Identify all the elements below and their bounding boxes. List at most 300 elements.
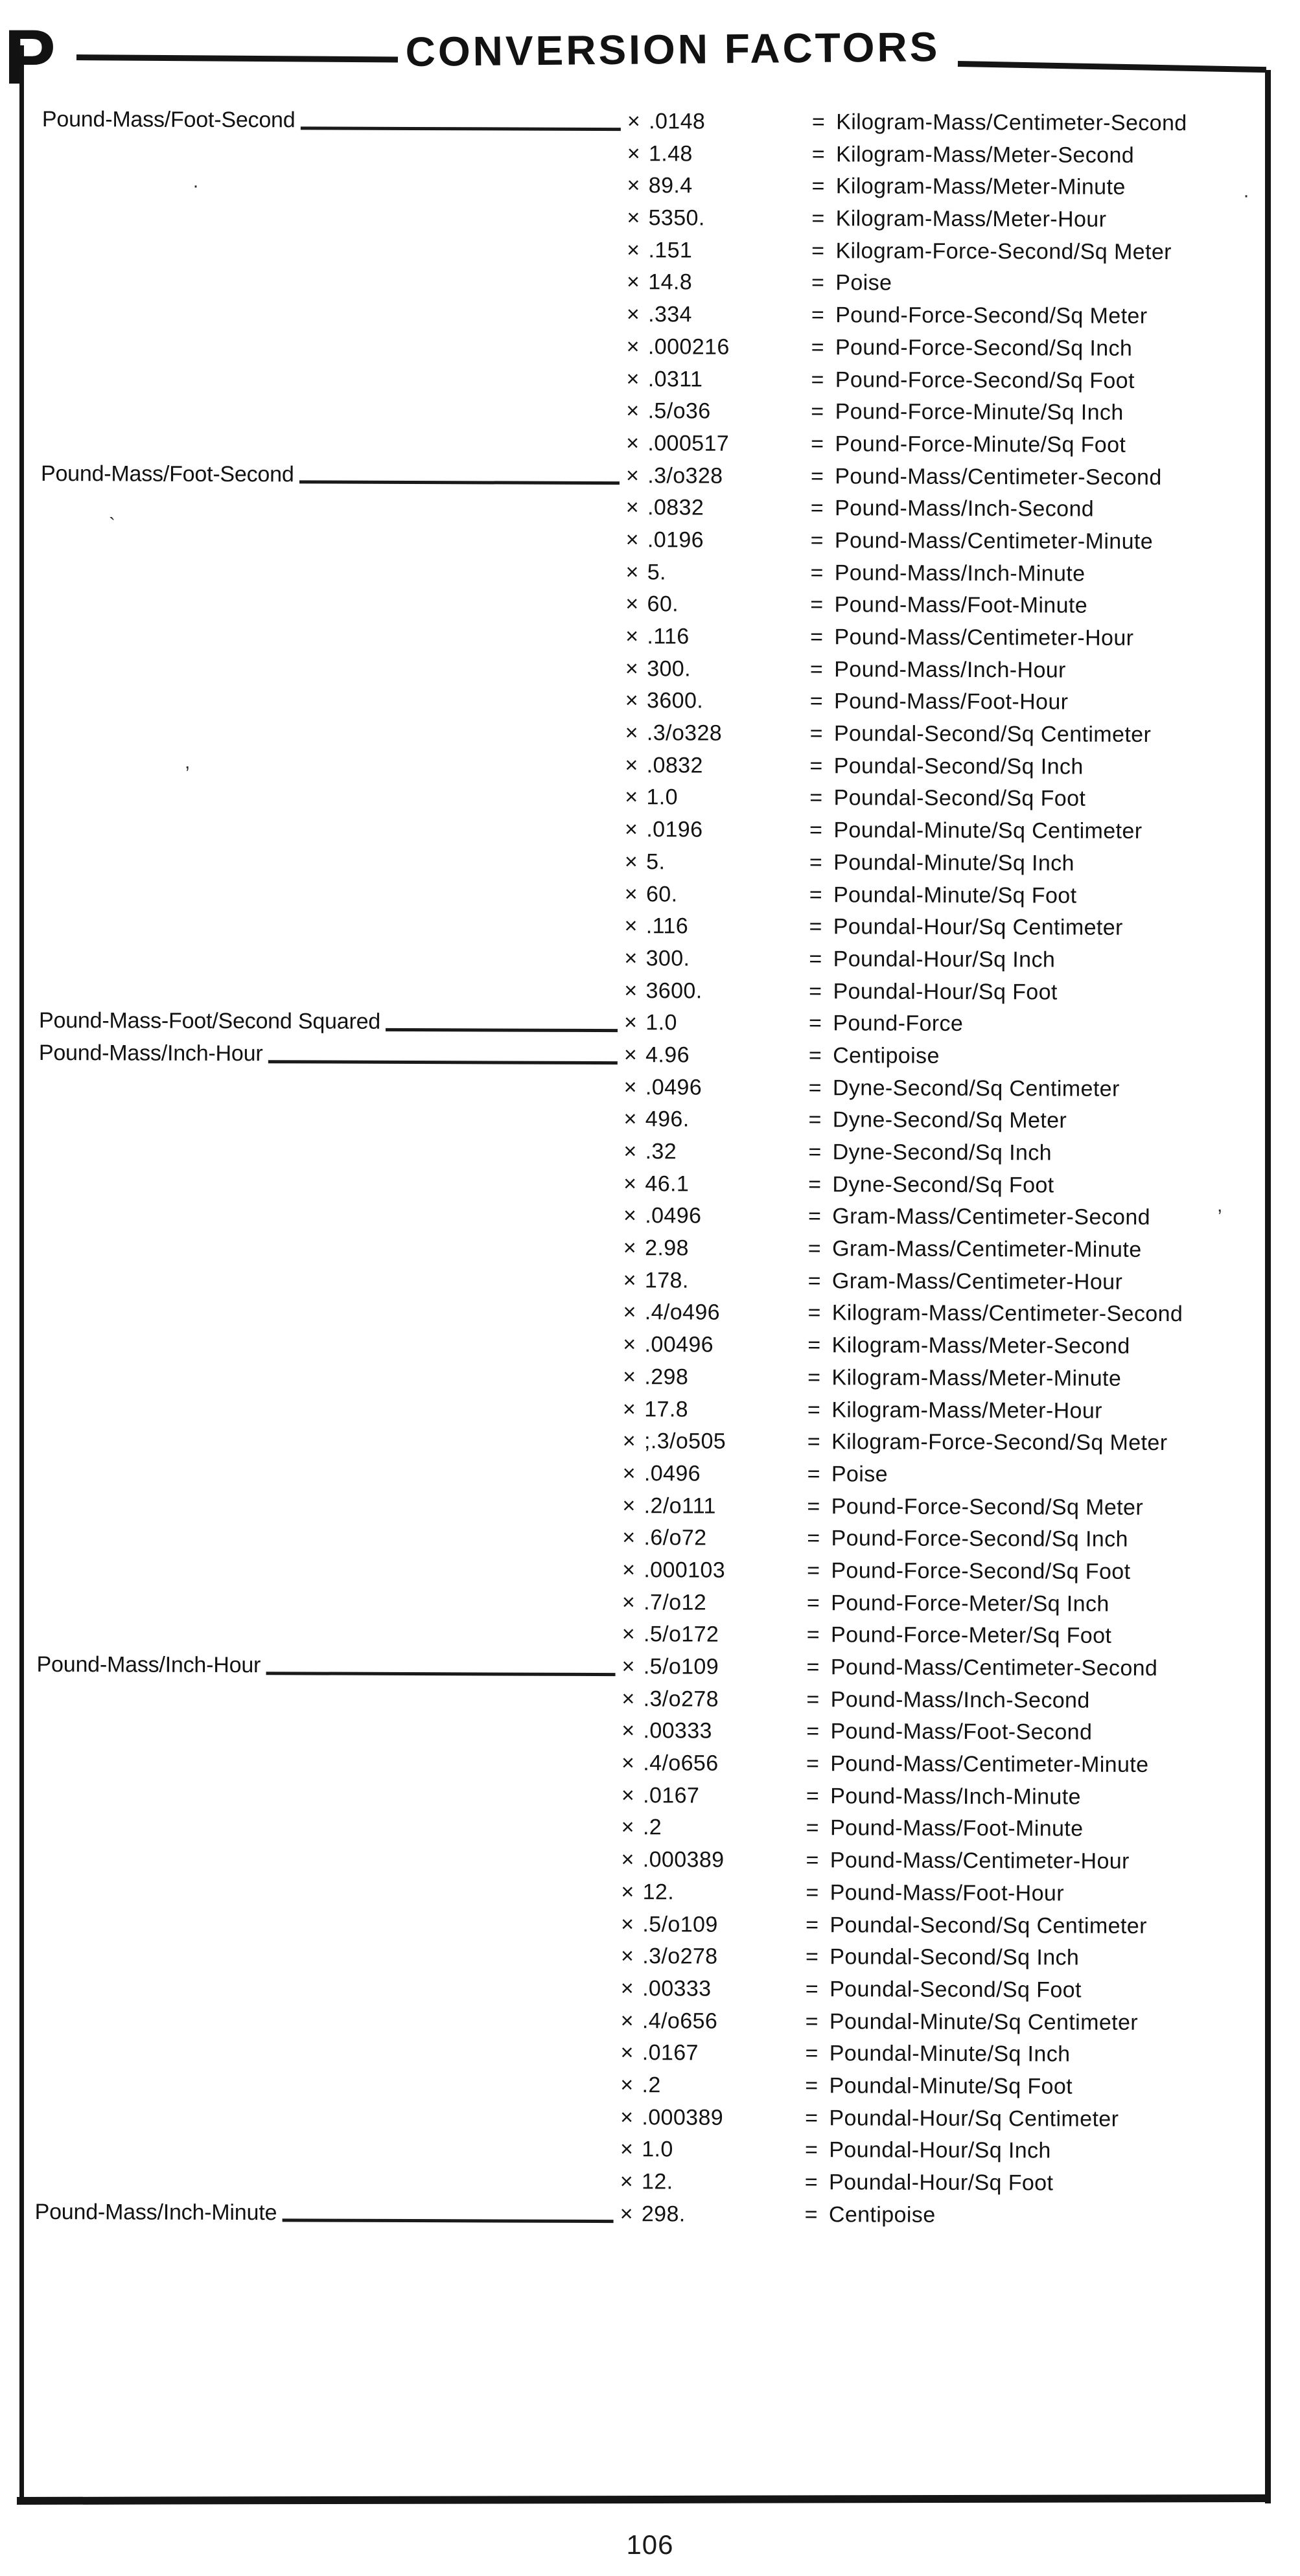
target-unit-label: Pound-Mass/Inch-Minute xyxy=(834,560,1085,586)
multiply-symbol: × xyxy=(625,752,638,777)
equals-symbol: = xyxy=(809,978,822,1004)
equals-symbol: = xyxy=(809,721,823,746)
conversion-row xyxy=(38,1195,1253,1234)
target-unit-label: Poundal-Minute/Sq Centimeter xyxy=(829,2008,1139,2035)
multiply-symbol: × xyxy=(625,817,638,842)
conversion-row xyxy=(38,1391,1253,1427)
equals-symbol: = xyxy=(811,174,825,199)
equals-symbol: = xyxy=(807,1558,820,1583)
target-unit-label: Gram-Mass/Centimeter-Second xyxy=(832,1204,1151,1230)
scan-speck: ` xyxy=(109,514,115,536)
target-unit-label: Kilogram-Mass/Centimeter-Second xyxy=(836,109,1187,136)
target-unit-label: Centipoise xyxy=(828,2202,936,2227)
source-unit-label: Pound-Mass/Inch-Minute xyxy=(34,2199,277,2225)
factor-value: 178. xyxy=(644,1268,689,1293)
factor-value: 496. xyxy=(645,1107,690,1132)
equals-symbol: = xyxy=(807,1300,821,1326)
title-rule-left xyxy=(76,54,398,62)
equals-symbol: = xyxy=(805,2041,818,2066)
target-unit-label: Pound-Mass/Inch-Minute xyxy=(830,1784,1081,1810)
equals-symbol: = xyxy=(805,2073,818,2099)
target-unit-label: Poundal-Hour/Sq Foot xyxy=(829,2170,1054,2196)
target-unit-label: Poise xyxy=(835,270,892,296)
equals-symbol: = xyxy=(808,1011,822,1036)
conversion-row xyxy=(39,908,1254,945)
factor-value: .000389 xyxy=(642,2104,724,2130)
equals-symbol: = xyxy=(807,1429,821,1455)
factor-value: 300. xyxy=(645,946,690,971)
factor-value: 5350. xyxy=(648,205,705,231)
multiply-symbol: × xyxy=(624,946,638,971)
target-unit-label: Pound-Mass/Foot-Hour xyxy=(830,1880,1065,1906)
conversion-row xyxy=(40,683,1255,719)
page-title: CONVERSION FACTORS xyxy=(405,23,940,75)
conversion-row xyxy=(40,748,1255,784)
target-unit-label: Poundal-Minute/Sq Inch xyxy=(829,2041,1071,2067)
target-unit-label: Poundal-Second/Sq Centimeter xyxy=(830,1912,1147,1938)
target-unit-label: Pound-Mass/Inch-Hour xyxy=(834,656,1066,683)
equals-symbol: = xyxy=(811,109,826,135)
multiply-symbol: × xyxy=(624,849,638,875)
factor-value: 5. xyxy=(646,849,666,875)
target-unit-label: Pound-Force-Second/Sq Meter xyxy=(831,1493,1144,1520)
target-unit-label: Poundal-Second/Sq Inch xyxy=(833,753,1084,779)
target-unit-label: Poundal-Hour/Sq Inch xyxy=(829,2137,1051,2163)
factor-value: 89.4 xyxy=(648,173,693,198)
conversion-row xyxy=(35,2196,1250,2233)
multiply-symbol: × xyxy=(622,1461,636,1486)
multiply-symbol: × xyxy=(627,141,641,166)
conversion-row xyxy=(40,555,1255,591)
source-unit-label: Pound-Mass/Inch-Hour xyxy=(36,1651,261,1678)
multiply-symbol: × xyxy=(625,463,640,488)
conversion-row xyxy=(38,1263,1253,1299)
target-unit-label: Poundal-Second/Sq Centimeter xyxy=(833,721,1152,748)
multiply-symbol: × xyxy=(620,2169,634,2194)
multiply-symbol: × xyxy=(624,914,638,939)
factor-value: .2 xyxy=(642,2073,661,2098)
target-unit-label: Poundal-Second/Sq Foot xyxy=(830,1977,1082,2003)
multiply-symbol: × xyxy=(627,109,641,134)
section-letter-tab: P xyxy=(4,14,54,100)
conversion-row xyxy=(35,2100,1250,2136)
target-unit-label: Dyne-Second/Sq Meter xyxy=(832,1107,1067,1133)
conversion-row xyxy=(39,1037,1254,1074)
factor-value: 12. xyxy=(642,2169,673,2194)
factor-value: .6/o72 xyxy=(644,1525,707,1550)
equals-symbol: = xyxy=(805,2105,818,2130)
equals-symbol: = xyxy=(811,238,825,263)
conversion-row xyxy=(38,1166,1253,1202)
target-unit-label: Dyne-Second/Sq Centimeter xyxy=(832,1075,1120,1101)
page-border-right xyxy=(1265,70,1271,2503)
equals-symbol: = xyxy=(808,1107,822,1133)
conversion-row xyxy=(39,941,1254,977)
source-unit-label: Pound-Mass/Inch-Hour xyxy=(38,1040,263,1066)
multiply-symbol: × xyxy=(624,978,638,1003)
conversion-row xyxy=(41,522,1256,558)
equals-symbol: = xyxy=(807,1397,821,1422)
factor-value: 4.96 xyxy=(645,1042,690,1068)
conversion-row xyxy=(37,1520,1252,1556)
equals-symbol: = xyxy=(807,1493,820,1519)
factor-value: .32 xyxy=(645,1139,677,1164)
conversion-row xyxy=(41,490,1256,526)
factor-value: .151 xyxy=(648,238,693,263)
target-unit-label: Pound-Force xyxy=(833,1011,964,1037)
factor-value: .000517 xyxy=(647,431,730,456)
equals-symbol: = xyxy=(808,1075,822,1100)
multiply-symbol: × xyxy=(625,785,638,810)
conversion-row xyxy=(40,651,1255,687)
equals-symbol: = xyxy=(806,1815,820,1841)
conversion-row xyxy=(41,458,1256,494)
target-unit-label: Kilogram-Mass/Meter-Hour xyxy=(831,1397,1102,1423)
conversion-row xyxy=(40,779,1255,816)
equals-symbol: = xyxy=(809,753,823,778)
equals-symbol: = xyxy=(804,2137,818,2163)
multiply-symbol: × xyxy=(620,2201,633,2226)
equals-symbol: = xyxy=(811,431,824,457)
factor-value: .5/o109 xyxy=(642,1911,718,1937)
multiply-symbol: × xyxy=(621,1879,634,1905)
multiply-symbol: × xyxy=(623,1010,638,1035)
multiply-symbol: × xyxy=(623,1267,636,1293)
target-unit-label: Pound-Mass/Foot-Minute xyxy=(834,592,1088,618)
leader-line xyxy=(300,126,620,131)
factor-value: .0496 xyxy=(645,1074,702,1100)
target-unit-label: Centipoise xyxy=(833,1043,940,1068)
multiply-symbol: × xyxy=(620,1944,634,1969)
multiply-symbol: × xyxy=(627,173,640,198)
equals-symbol: = xyxy=(806,1783,820,1808)
target-unit-label: Pound-Mass/Foot-Second xyxy=(830,1719,1093,1745)
conversion-row xyxy=(37,1649,1252,1685)
equals-symbol: = xyxy=(808,1171,822,1197)
conversion-row xyxy=(38,1101,1253,1138)
factor-value: ;.3/o505 xyxy=(644,1429,726,1454)
equals-symbol: = xyxy=(806,1655,820,1680)
equals-symbol: = xyxy=(810,560,824,585)
equals-symbol: = xyxy=(809,785,823,811)
factor-value: 3600. xyxy=(646,688,704,713)
factor-value: 46.1 xyxy=(645,1171,690,1197)
conversion-row xyxy=(40,812,1255,848)
factor-value: .4/o496 xyxy=(644,1300,721,1326)
multiply-symbol: × xyxy=(623,1107,637,1132)
leader-line xyxy=(266,1672,615,1676)
leader-line xyxy=(386,1028,618,1032)
factor-value: .0496 xyxy=(645,1203,702,1228)
target-unit-label: Poundal-Hour/Sq Foot xyxy=(833,978,1058,1005)
factor-value: .3/o278 xyxy=(642,1944,718,1969)
conversion-row xyxy=(36,1874,1251,1911)
factor-value: .0496 xyxy=(644,1461,701,1486)
equals-symbol: = xyxy=(807,1462,820,1487)
multiply-symbol: × xyxy=(620,2137,634,2162)
equals-symbol: = xyxy=(810,496,824,521)
target-unit-label: Pound-Force-Second/Sq Meter xyxy=(835,303,1148,329)
equals-symbol: = xyxy=(807,1204,822,1229)
equals-symbol: = xyxy=(805,2008,819,2034)
conversion-row xyxy=(38,1423,1253,1460)
leader-line xyxy=(268,1060,617,1064)
factor-value: .000389 xyxy=(642,1847,725,1872)
conversion-row xyxy=(36,1713,1251,1749)
scan-speck: , xyxy=(1217,1195,1223,1216)
conversion-row xyxy=(36,1681,1251,1718)
target-unit-label: Pound-Mass/Centimeter-Hour xyxy=(830,1848,1130,1874)
conversion-row xyxy=(38,1359,1253,1396)
multiply-symbol: × xyxy=(620,2008,634,2033)
conversion-row xyxy=(36,1810,1251,1846)
target-unit-label: Kilogram-Force-Second/Sq Meter xyxy=(835,238,1172,264)
conversion-row xyxy=(40,715,1255,752)
target-unit-label: Pound-Force-Second/Sq Foot xyxy=(831,1558,1131,1584)
multiply-symbol: × xyxy=(626,334,640,360)
equals-symbol: = xyxy=(806,1622,820,1648)
equals-symbol: = xyxy=(806,1848,819,1873)
multiply-symbol: × xyxy=(626,398,640,424)
factor-value: .00496 xyxy=(644,1332,714,1357)
multiply-symbol: × xyxy=(627,205,640,231)
factor-value: 12. xyxy=(642,1880,675,1905)
title-rule-right xyxy=(958,61,1266,73)
factor-value: .2 xyxy=(642,1815,662,1840)
conversion-row xyxy=(36,1745,1251,1782)
multiply-symbol: × xyxy=(620,2104,634,2130)
target-unit-label: Poundal-Hour/Sq Centimeter xyxy=(829,2105,1119,2132)
conversion-row xyxy=(37,1616,1252,1653)
equals-symbol: = xyxy=(810,592,824,617)
equals-symbol: = xyxy=(808,1043,822,1068)
multiply-symbol: × xyxy=(621,1654,635,1679)
conversion-row xyxy=(39,1070,1254,1106)
target-unit-label: Dyne-Second/Sq Foot xyxy=(832,1171,1054,1198)
multiply-symbol: × xyxy=(623,1203,637,1228)
factor-value: .116 xyxy=(647,624,690,649)
equals-symbol: = xyxy=(807,1333,821,1358)
equals-symbol: = xyxy=(807,1236,822,1261)
factor-value: .0311 xyxy=(647,366,703,392)
conversion-row xyxy=(38,1327,1253,1363)
conversion-row xyxy=(35,2132,1250,2168)
equals-symbol: = xyxy=(811,303,825,328)
multiply-symbol: × xyxy=(623,1236,637,1261)
conversion-row xyxy=(41,297,1257,333)
target-unit-label: Kilogram-Mass/Centimeter-Second xyxy=(831,1300,1183,1327)
equals-symbol: = xyxy=(804,2202,818,2227)
target-unit-label: Dyne-Second/Sq Inch xyxy=(832,1140,1052,1166)
factor-value: 298. xyxy=(641,2201,686,2227)
multiply-symbol: × xyxy=(623,1139,637,1164)
conversion-row xyxy=(41,264,1257,301)
factor-value: .5/o172 xyxy=(643,1622,719,1647)
equals-symbol: = xyxy=(806,1751,820,1777)
equals-symbol: = xyxy=(811,399,824,424)
equals-symbol: = xyxy=(809,914,822,939)
factor-value: 5. xyxy=(647,559,666,584)
conversion-row xyxy=(36,1938,1251,1975)
multiply-symbol: × xyxy=(625,720,638,746)
target-unit-label: Poise xyxy=(831,1462,888,1487)
conversion-row xyxy=(41,329,1257,365)
factor-value: .5/o36 xyxy=(647,398,711,424)
target-unit-label: Poundal-Minute/Sq Foot xyxy=(829,2073,1073,2099)
target-unit-label: Kilogram-Mass/Meter-Minute xyxy=(831,1365,1122,1391)
factor-value: .000216 xyxy=(647,334,730,360)
multiply-symbol: × xyxy=(622,1429,636,1454)
multiply-symbol: × xyxy=(625,495,640,520)
factor-value: 1.0 xyxy=(645,1010,677,1035)
conversion-row xyxy=(35,2035,1250,2071)
conversion-row xyxy=(35,2164,1250,2200)
multiply-symbol: × xyxy=(626,366,640,391)
multiply-symbol: × xyxy=(625,688,639,713)
equals-symbol: = xyxy=(809,656,824,682)
equals-symbol: = xyxy=(811,141,826,167)
multiply-symbol: × xyxy=(627,237,640,262)
conversion-row xyxy=(42,136,1257,172)
conversion-row xyxy=(36,1842,1251,1878)
conversion-row xyxy=(38,1230,1253,1267)
equals-symbol: = xyxy=(809,849,823,875)
equals-symbol: = xyxy=(809,689,824,714)
multiply-symbol: × xyxy=(625,624,639,649)
target-unit-label: Pound-Force-Meter/Sq Foot xyxy=(830,1622,1112,1649)
multiply-symbol: × xyxy=(623,1332,636,1357)
target-unit-label: Poundal-Second/Sq Foot xyxy=(833,785,1086,812)
source-unit-label: Pound-Mass/Foot-Second xyxy=(40,461,294,487)
factor-value: .0167 xyxy=(642,2040,699,2065)
factor-value: .0832 xyxy=(646,753,703,778)
multiply-symbol: × xyxy=(625,592,639,617)
target-unit-label: Poundal-Minute/Sq Centimeter xyxy=(833,818,1143,844)
source-unit-label: Pound-Mass-Foot/Second Squared xyxy=(38,1008,381,1035)
conversion-row xyxy=(39,1005,1254,1041)
leader-line xyxy=(299,481,620,485)
equals-symbol: = xyxy=(809,947,822,972)
multiply-symbol: × xyxy=(623,1364,636,1390)
page-number: 106 xyxy=(626,2529,674,2560)
conversion-row xyxy=(40,844,1255,880)
factor-value: .4/o656 xyxy=(643,1751,719,1776)
factor-value: .0148 xyxy=(649,109,706,134)
conversion-row xyxy=(37,1552,1252,1589)
target-unit-label: Poundal-Minute/Sq Foot xyxy=(833,882,1077,908)
factor-value: .3/o328 xyxy=(647,463,723,489)
target-unit-label: Pound-Force-Minute/Sq Inch xyxy=(835,399,1124,426)
target-unit-label: Poundal-Minute/Sq Inch xyxy=(833,850,1074,876)
conversion-row xyxy=(41,361,1256,397)
target-unit-label: Pound-Mass/Foot-Minute xyxy=(830,1815,1084,1842)
equals-symbol: = xyxy=(805,1944,819,1970)
multiply-symbol: × xyxy=(621,1782,635,1808)
equals-symbol: = xyxy=(806,1880,819,1905)
factor-value: .0196 xyxy=(646,817,703,842)
scan-speck: · xyxy=(1243,185,1249,206)
factor-value: .3/o278 xyxy=(643,1686,719,1712)
conversion-row xyxy=(36,1906,1251,1942)
multiply-symbol: × xyxy=(622,1396,636,1421)
multiply-symbol: × xyxy=(626,302,640,327)
conversion-row xyxy=(42,104,1257,140)
target-unit-label: Pound-Mass/Inch-Second xyxy=(830,1686,1090,1713)
equals-symbol: = xyxy=(809,882,823,907)
conversion-row xyxy=(38,1294,1253,1331)
target-unit-label: Poundal-Hour/Sq Centimeter xyxy=(833,914,1123,941)
factor-value: .7/o12 xyxy=(644,1589,707,1615)
equals-symbol: = xyxy=(807,1268,821,1293)
multiply-symbol: × xyxy=(625,559,639,584)
target-unit-label: Poundal-Second/Sq Inch xyxy=(830,1944,1080,1970)
target-unit-label: Pound-Mass/Centimeter-Hour xyxy=(834,625,1134,650)
multiply-symbol: × xyxy=(623,1171,637,1196)
factor-value: .3/o328 xyxy=(646,720,723,746)
target-unit-label: Pound-Mass/Centimeter-Second xyxy=(830,1655,1158,1681)
factor-value: .116 xyxy=(645,914,689,939)
target-unit-label: Pound-Force-Second/Sq Inch xyxy=(831,1526,1128,1552)
target-unit-label: Pound-Mass/Centimeter-Minute xyxy=(834,528,1154,554)
conversion-row xyxy=(36,1778,1251,1814)
page-border-bottom xyxy=(17,2494,1270,2505)
equals-symbol: = xyxy=(810,528,824,553)
conversion-row xyxy=(41,393,1256,430)
equals-symbol: = xyxy=(806,1686,820,1712)
equals-symbol: = xyxy=(808,1140,822,1165)
equals-symbol: = xyxy=(810,463,824,489)
multiply-symbol: × xyxy=(621,1847,634,1872)
conversion-row xyxy=(35,2067,1250,2104)
multiply-symbol: × xyxy=(621,1686,635,1711)
factor-value: 3600. xyxy=(645,978,702,1004)
conversion-row xyxy=(37,1488,1252,1524)
target-unit-label: Pound-Mass/Inch-Second xyxy=(835,496,1095,522)
equals-symbol: = xyxy=(807,1364,821,1390)
target-unit-label: Pound-Force-Second/Sq Inch xyxy=(835,335,1133,361)
factor-value: 300. xyxy=(647,656,691,682)
target-unit-label: Pound-Mass/Foot-Hour xyxy=(833,689,1069,715)
conversion-row xyxy=(39,973,1254,1009)
target-unit-label: Gram-Mass/Centimeter-Minute xyxy=(832,1236,1142,1262)
conversion-row xyxy=(40,619,1255,655)
target-unit-label: Kilogram-Mass/Meter-Hour xyxy=(835,206,1107,232)
equals-symbol: = xyxy=(811,367,824,392)
multiply-symbol: × xyxy=(625,656,639,681)
multiply-symbol: × xyxy=(626,431,640,456)
equals-symbol: = xyxy=(811,334,825,360)
factor-value: .0196 xyxy=(647,527,704,553)
equals-symbol: = xyxy=(806,1590,820,1615)
factor-value: 14.8 xyxy=(648,270,693,295)
factor-value: .0832 xyxy=(647,495,704,520)
multiply-symbol: × xyxy=(625,527,639,553)
target-unit-label: Pound-Mass/Centimeter-Second xyxy=(835,463,1162,490)
equals-symbol: = xyxy=(811,270,825,295)
conversion-row xyxy=(41,233,1257,269)
factor-value: 1.0 xyxy=(646,785,679,810)
factor-value: .0167 xyxy=(643,1783,700,1808)
multiply-symbol: × xyxy=(621,1815,635,1840)
target-unit-label: Kilogram-Mass/Meter-Minute xyxy=(835,174,1126,200)
scan-speck: , xyxy=(185,752,191,773)
multiply-symbol: × xyxy=(626,270,640,295)
target-unit-label: Gram-Mass/Centimeter-Hour xyxy=(831,1269,1123,1294)
target-unit-label: Pound-Force-Meter/Sq Inch xyxy=(831,1590,1109,1616)
conversion-row xyxy=(37,1585,1252,1621)
target-unit-label: Pound-Mass/Centimeter-Minute xyxy=(830,1751,1149,1778)
multiply-symbol: × xyxy=(621,1751,635,1776)
